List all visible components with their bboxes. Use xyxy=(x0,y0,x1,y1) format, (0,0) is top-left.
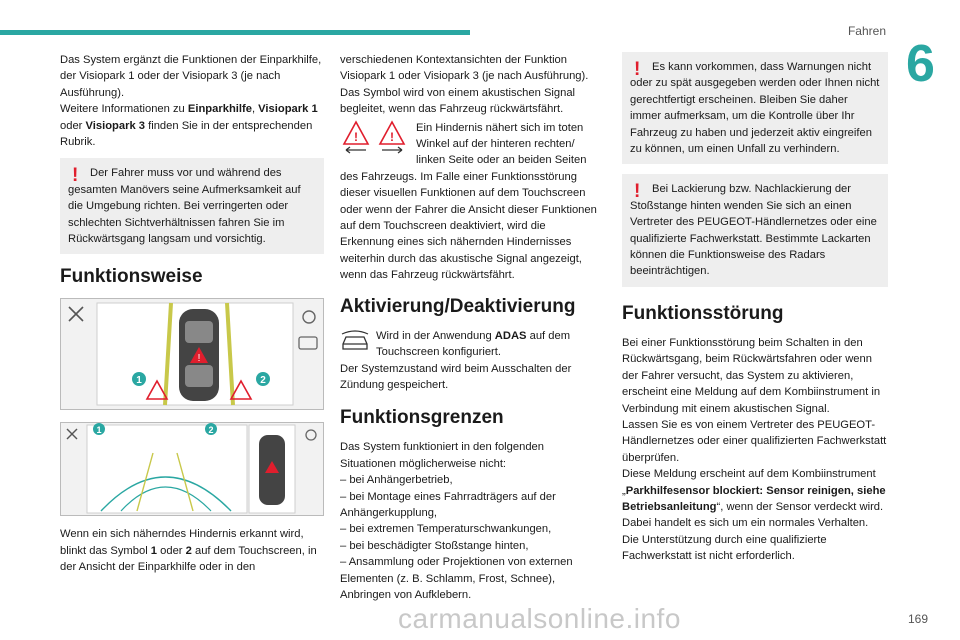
marker-2: 2 xyxy=(260,375,266,387)
no-workshop-paragraph: Die Unterstützung durch eine qualifizierte Fachwerkstatt ist nicht erforderlich. xyxy=(622,533,827,563)
warning-box: ! Es kann vorkommen, dass Warnungen nicht oder zu spät ausgegeben werden oder Ihnen nicht gerechtfertigt erscheinen. Bleiben Sie daher immer aufmerksam, um die Kontrolle über Ihr Fahrzeug zu haben und jederzeit aktiv eingreifen zu können, um einen Unfall zu verhindern. xyxy=(622,52,888,164)
marker-1-camera: 1 xyxy=(96,425,102,436)
normal-behaviour-paragraph: Dabei handelt es sich um ein normales Verhalten. xyxy=(622,517,869,530)
limits-item: – bei beschädigter Stoßstange hinten, xyxy=(340,539,529,552)
limits-item: – bei Anhängerbetrieb, xyxy=(340,474,453,487)
warning-mark-icon: ! xyxy=(634,59,641,80)
message-paragraph: Diese Meldung erscheint auf dem Kombiinstrument „Parkhilfesensor blockiert: Sensor reinigen, siehe Betriebsanleitung“, wenn der Sensor verdeckt wird. xyxy=(622,468,886,513)
blind-spot-triangle-icon xyxy=(340,120,412,154)
marker-1: 1 xyxy=(136,375,142,387)
fault-paragraph: Bei einer Funktionsstörung beim Schalten in den Rückwärtsgang, beim Rückwärtsfahren oder wenn der Fahrer versucht, das System zu aktivieren, erscheint eine Meldung auf dem Kombiinstrument in Verbindung mit einem akustischen Signal. xyxy=(622,336,881,415)
parking-view-illustration xyxy=(61,299,323,409)
blind-spot-paragraph: ! ! Ein Hindernis nähert sich im toten Winkel auf der hinteren rechten/ linken Seite oder an beiden Seiten des Fahrzeugs. Im Falle einer Funktionsstörung dieser visuellen Funktionen auf dem Touchscreen oder wenn der Fahrer die Ansicht dieser Funktionen auf dem Touchscreen deaktiviert, wird die Erkennung eines sich nähernden Hindernisses weiterhin durch das akustische Signal angezeigt, wenn das Fahrzeug rückwärtsfährt. xyxy=(340,121,597,282)
parking-view-figure xyxy=(60,298,324,410)
column-3 xyxy=(622,52,888,565)
warning-mark-icon: ! xyxy=(634,181,641,203)
heading-funktionsgrenzen: Funktionsgrenzen xyxy=(340,407,504,429)
camera-view-illustration xyxy=(61,423,323,515)
warning-mark-icon: ! xyxy=(72,165,79,187)
svg-text:!: ! xyxy=(354,129,358,144)
heading-funktionsstoerung: Funktionsstörung xyxy=(622,302,784,324)
header-accent-bar xyxy=(0,30,470,35)
limits-intro: Das System funktioniert in den folgenden Situationen möglicherweise nicht: xyxy=(340,441,544,470)
svg-text:!: ! xyxy=(390,129,394,144)
heading-aktivierung: Aktivierung/Deaktivierung xyxy=(340,295,576,317)
figure-caption: Wenn ein sich näherndes Hindernis erkannt wird, blinkt das Symbol 1 oder 2 auf dem Touchscreen, in der Ansicht der Einparkhilfe oder in den xyxy=(60,528,317,574)
warning-box: ! Der Fahrer muss vor und während des gesamten Manövers seine Aufmerksamkeit auf die Umgebung richten. Bei verringerten oder schlechten Sichtverhältnissen fahren Sie im Rückwärtsgang langsam und vorsichtig. xyxy=(60,158,324,254)
marker-2-camera: 2 xyxy=(208,425,214,436)
car-adas-icon xyxy=(340,330,370,352)
heading-funktionsweise: Funktionsweise xyxy=(60,266,203,288)
limits-item: – bei extremen Temperaturschwankungen, xyxy=(340,523,552,536)
paragraph-context-views: verschiedenen Kontextansichten der Funktion Visiopark 1 oder Visiopark 3 (je nach Ausführung). Das Symbol wird von einem akustischen Signal begleitet, wenn das Fahrzeug rückwärtsfährt. xyxy=(340,54,589,116)
section-title: Fahren xyxy=(847,24,886,38)
chapter-number: 6 xyxy=(906,35,935,93)
intro-paragraph: Das System ergänzt die Funktionen der Einparkhilfe, der Visiopark 1 oder der Visiopark 3 (je nach Ausführung). Weitere Informationen zu Einparkhilfe, Visiopark 1 oder Visiopark 3 finden Sie in der entsprechenden Rubrik. xyxy=(60,54,322,149)
svg-text:!: ! xyxy=(197,353,201,365)
page-number: 169 xyxy=(907,612,928,626)
warning-box: ! Bei Lackierung bzw. Nachlackierung der Stoßstange hinten wenden Sie sich an einen Vertreter des PEUGEOT-Händlernetzes oder eine qualifizierte Fachwerkstatt. Bestimmte Lackarten können die Funktionsweise des Radars beeinträchtigen. xyxy=(622,174,888,286)
limits-item: – bei Montage eines Fahrradträgers auf der Anhängerkupplung, xyxy=(340,490,556,519)
limits-item: – Ansammlung oder Projektionen von externen Elementen (z. B. Schlamm, Frost, Schnee), Anbringen von Aufklebern. xyxy=(340,556,573,601)
watermark: carmanualsonline.info xyxy=(398,603,681,634)
column-2 xyxy=(340,52,602,603)
fault-check-paragraph: Lassen Sie es von einem Vertreter des PEUGEOT-Händlernetzes oder einer qualifizierten Fachwerkstatt überprüfen. xyxy=(622,418,887,464)
state-saved-paragraph: Der Systemzustand wird beim Ausschalten der Zündung gespeichert. xyxy=(340,362,572,391)
adas-paragraph: Wird in der Anwendung ADAS auf dem Touchscreen konfiguriert. xyxy=(340,328,602,361)
column-1 xyxy=(60,52,324,576)
camera-view-figure xyxy=(60,422,324,516)
